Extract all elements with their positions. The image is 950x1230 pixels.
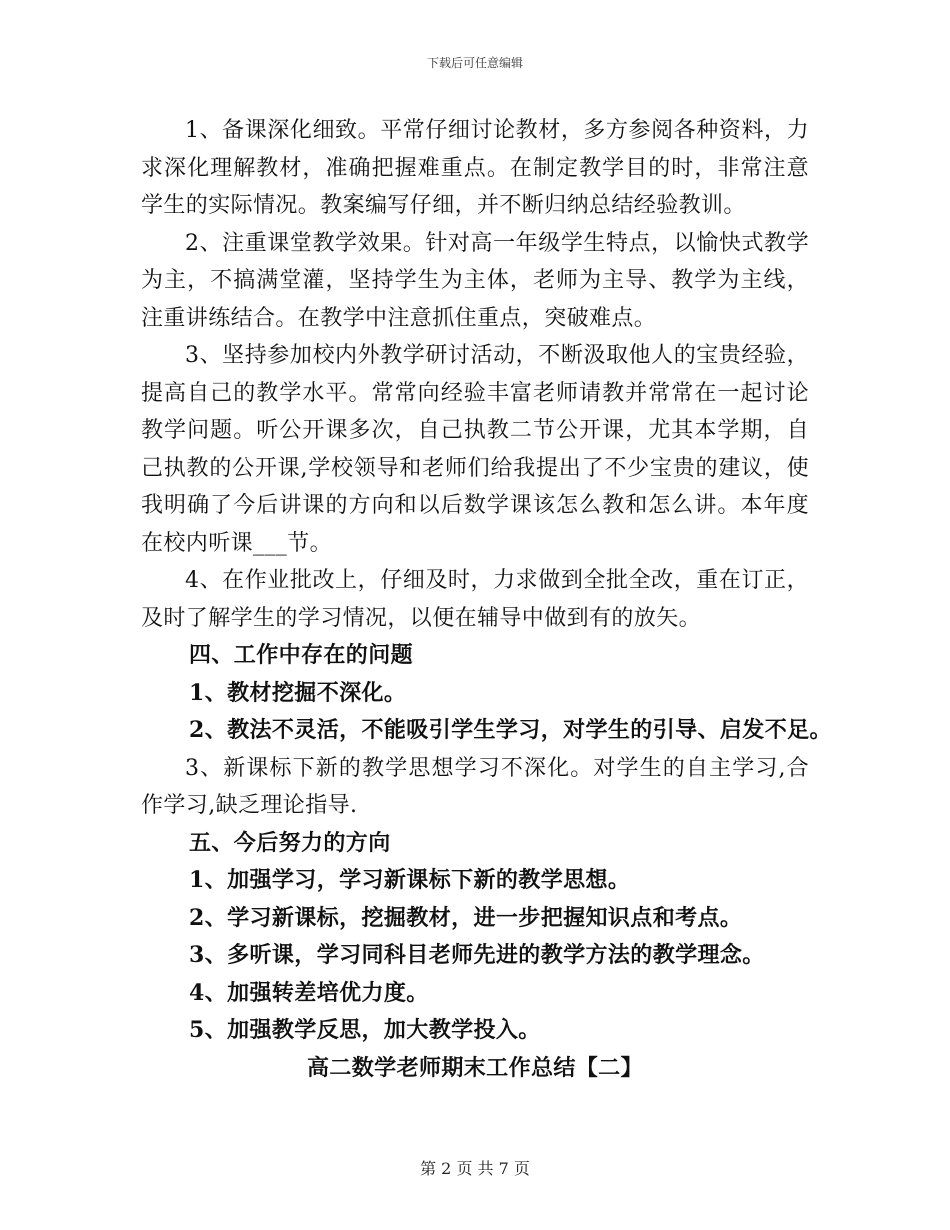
page-footer: 第 2 页 共 7 页 <box>420 1159 530 1178</box>
direction-item: 4、加强转差培优力度。 <box>189 979 429 1006</box>
direction-item: 3、多听课，学习同科目老师先进的教学方法的教学理念。 <box>189 942 765 968</box>
direction-item: 5、加强教学反思，加大教学投入。 <box>189 1017 541 1043</box>
document-body <box>141 112 832 1087</box>
problem-item: 2、教法不灵活，不能吸引学生学习，对学生的引导、启发不足。 <box>189 717 832 743</box>
paragraph-classroom-effect: 2、注重课堂教学效果。针对高一年级学生特点，以愉快式教学为主，不搞满堂灌，坚持学生为主体，老师为主导、教学为主线，注重讲练结合。在教学中注意抓住重点，突破难点。 <box>141 230 809 331</box>
problem-item: 1、教材挖掘不深化。 <box>189 679 407 706</box>
page-header: 下载后可任意编辑 <box>426 56 523 70</box>
section-heading-directions: 五、今后努力的方向 <box>189 829 391 856</box>
paragraph-research-activities: 3、坚持参加校内外教学研讨活动，不断汲取他人的宝贵经验，提高自己的教学水平。常常向经验丰富老师请教并常常在一起讨论教学问题。听公开课多次，自己执教二节公开课，尤其本学期，自己执教的公开课,学校领导和老师们给我提出了不少宝贵的建议，使我明确了今后讲课的方向和以后数学课该怎么教和怎么讲。本年度在校内听课___节。 <box>141 343 809 556</box>
next-document-title: 高二数学老师期末工作总结【二】 <box>306 1054 643 1081</box>
problem-item-paragraph: 3、新课标下新的教学思想学习不深化。对学生的自主学习,合作学习,缺乏理论指导. <box>141 755 809 818</box>
direction-item: 2、学习新课标，挖掘教材，进一步把握知识点和考点。 <box>189 904 743 931</box>
paragraph-lesson-prep: 1、备课深化细致。平常仔细讨论教材，多方参阅各种资料，力求深化理解教材，准确把握难重点。在制定教学目的时，非常注意学生的实际情况。教案编写仔细，并不断归纳总结经验教训。 <box>141 118 809 218</box>
paragraph-homework-correction: 4、在作业批改上，仔细及时，力求做到全批全改，重在订正，及时了解学生的学习情况，以便在辅导中做到有的放矢。 <box>141 568 809 631</box>
section-heading-problems: 四、工作中存在的问题 <box>189 642 414 668</box>
direction-item: 1、加强学习，学习新课标下新的教学思想。 <box>189 867 631 893</box>
